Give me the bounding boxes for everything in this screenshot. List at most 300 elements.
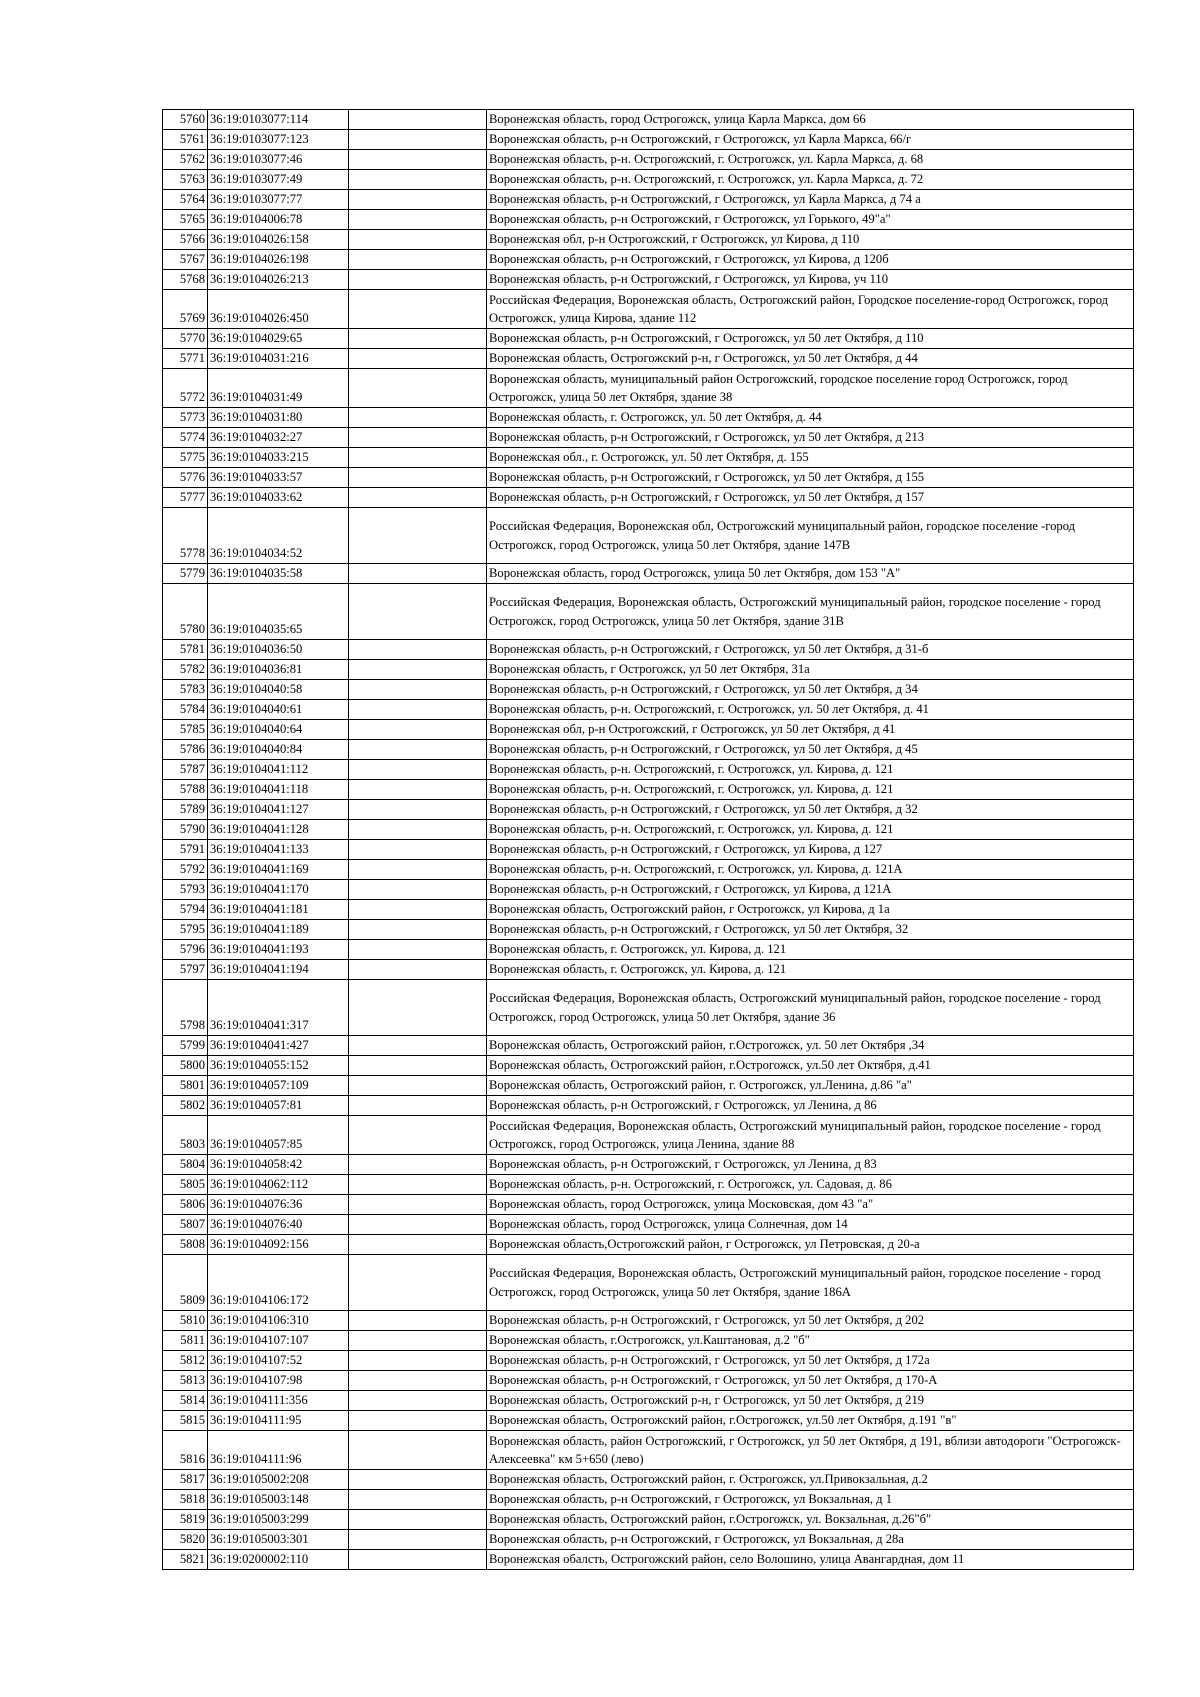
empty-cell	[349, 900, 487, 920]
address: Воронежская область, муниципальный район Острогожский, городское поселение город Острогожск, город Острогожск, улица 50 лет Октября, здание 38	[487, 369, 1134, 408]
row-number: 5817	[163, 1470, 208, 1490]
table-row	[163, 1235, 1134, 1255]
empty-cell	[349, 1255, 487, 1311]
empty-cell	[349, 1155, 487, 1175]
table-row	[163, 1311, 1134, 1331]
empty-cell	[349, 408, 487, 428]
row-number: 5782	[163, 660, 208, 680]
table-row	[163, 1510, 1134, 1530]
address: Российская Федерация, Воронежская область, Острогожский муниципальный район, городское поселение - город Острогожск, город Острогожск, улица 50 лет Октября, здание 31В	[487, 584, 1134, 640]
empty-cell	[349, 720, 487, 740]
table-row	[163, 1255, 1134, 1311]
row-number: 5797	[163, 960, 208, 980]
address: Воронежская область, р-н Острогожский, г Острогожск, ул 50 лет Октября, д 110	[487, 329, 1134, 349]
row-number: 5821	[163, 1550, 208, 1570]
row-number: 5764	[163, 190, 208, 210]
cadastral-number: 36:19:0104040:64	[208, 720, 349, 740]
row-number: 5784	[163, 700, 208, 720]
table-body	[163, 110, 1134, 1570]
cadastral-number: 36:19:0104107:98	[208, 1371, 349, 1391]
cadastral-number: 36:19:0105003:148	[208, 1490, 349, 1510]
row-number: 5808	[163, 1235, 208, 1255]
address: Воронежская область, город Острогожск, улица Карла Маркса, дом 66	[487, 110, 1134, 130]
empty-cell	[349, 170, 487, 190]
row-number: 5818	[163, 1490, 208, 1510]
row-number: 5807	[163, 1215, 208, 1235]
cadastral-number: 36:19:0200002:110	[208, 1550, 349, 1570]
empty-cell	[349, 1470, 487, 1490]
row-number: 5761	[163, 130, 208, 150]
table-row	[163, 900, 1134, 920]
table-row	[163, 170, 1134, 190]
table-row	[163, 508, 1134, 564]
address: Воронежская обл, р-н Острогожский, г Острогожск, ул Кирова, д 110	[487, 230, 1134, 250]
row-number: 5762	[163, 150, 208, 170]
cadastral-number: 36:19:0104031:80	[208, 408, 349, 428]
table-row	[163, 1530, 1134, 1550]
empty-cell	[349, 1096, 487, 1116]
table-row	[163, 1056, 1134, 1076]
address: Воронежская область, р-н Острогожский, г Острогожск, ул 50 лет Октября, д 202	[487, 1311, 1134, 1331]
address: Воронежская область, р-н. Острогожский, г. Острогожск, ул. Кирова, д. 121	[487, 780, 1134, 800]
table-row	[163, 1096, 1134, 1116]
table-row	[163, 329, 1134, 349]
empty-cell	[349, 210, 487, 230]
table-row	[163, 468, 1134, 488]
table-row	[163, 1116, 1134, 1155]
empty-cell	[349, 1195, 487, 1215]
address: Воронежская область, Острогожский район, г.Острогожск, ул. Вокзальная, д.26"б"	[487, 1510, 1134, 1530]
empty-cell	[349, 940, 487, 960]
cadastral-number: 36:19:0104041:317	[208, 980, 349, 1036]
address: Воронежская область, город Острогожск, улица Московская, дом 43 "а"	[487, 1195, 1134, 1215]
address: Воронежская область, Острогожский р-н, г Острогожск, ул 50 лет Октября, д 219	[487, 1391, 1134, 1411]
address: Воронежская область, р-н Острогожский, г Острогожск, ул Вокзальная, д 28а	[487, 1530, 1134, 1550]
cadastral-number: 36:19:0104057:85	[208, 1116, 349, 1155]
empty-cell	[349, 1215, 487, 1235]
address: Воронежская область, р-н. Острогожский, г. Острогожск, ул. 50 лет Октября, д. 41	[487, 700, 1134, 720]
table-row	[163, 290, 1134, 329]
table-row	[163, 150, 1134, 170]
address: Воронежская область, р-н Острогожский, г Острогожск, ул Карла Маркса, 66/г	[487, 130, 1134, 150]
empty-cell	[349, 1235, 487, 1255]
address: Воронежская область, район Острогожский, г Острогожск, ул 50 лет Октября, д 191, вблизи автодороги "Острогожск-Алексеевка" км 5+650 (лево)	[487, 1431, 1134, 1470]
table-row	[163, 1175, 1134, 1195]
table-row	[163, 1411, 1134, 1431]
row-number: 5804	[163, 1155, 208, 1175]
empty-cell	[349, 150, 487, 170]
table-row	[163, 980, 1134, 1036]
cadastral-number: 36:19:0104031:216	[208, 349, 349, 369]
empty-cell	[349, 1490, 487, 1510]
cadastral-number: 36:19:0104033:215	[208, 448, 349, 468]
table-row	[163, 270, 1134, 290]
table-row	[163, 780, 1134, 800]
cadastral-number: 36:19:0104041:112	[208, 760, 349, 780]
address: Воронежская область, р-н Острогожский, г Острогожск, ул 50 лет Октября, д 172а	[487, 1351, 1134, 1371]
row-number: 5812	[163, 1351, 208, 1371]
row-number: 5795	[163, 920, 208, 940]
cadastral-number: 36:19:0103077:77	[208, 190, 349, 210]
table-row	[163, 190, 1134, 210]
address: Воронежская область, р-н Острогожский, г Острогожск, ул 50 лет Октября, д 155	[487, 468, 1134, 488]
row-number: 5772	[163, 369, 208, 408]
address: Российская Федерация, Воронежская область, Острогожский район, Городское поселение-город Острогожск, город Острогожск, улица Кирова, здание 112	[487, 290, 1134, 329]
row-number: 5815	[163, 1411, 208, 1431]
empty-cell	[349, 468, 487, 488]
empty-cell	[349, 920, 487, 940]
row-number: 5810	[163, 1311, 208, 1331]
cadastral-number: 36:19:0104041:170	[208, 880, 349, 900]
table-row	[163, 940, 1134, 960]
address: Воронежская область, р-н Острогожский, г Острогожск, ул Кирова, д 127	[487, 840, 1134, 860]
row-number: 5769	[163, 290, 208, 329]
empty-cell	[349, 700, 487, 720]
cadastral-number: 36:19:0104041:133	[208, 840, 349, 860]
table-row	[163, 1155, 1134, 1175]
cadastral-number: 36:19:0104041:189	[208, 920, 349, 940]
empty-cell	[349, 448, 487, 468]
row-number: 5788	[163, 780, 208, 800]
empty-cell	[349, 428, 487, 448]
cadastral-number: 36:19:0104040:58	[208, 680, 349, 700]
table-row	[163, 680, 1134, 700]
table-row	[163, 960, 1134, 980]
address: Воронежская область, р-н Острогожский, г Острогожск, ул Кирова, д 120б	[487, 250, 1134, 270]
cadastral-number: 36:19:0104041:118	[208, 780, 349, 800]
row-number: 5777	[163, 488, 208, 508]
table-row	[163, 230, 1134, 250]
empty-cell	[349, 488, 487, 508]
empty-cell	[349, 640, 487, 660]
cadastral-number: 36:19:0105003:299	[208, 1510, 349, 1530]
address: Воронежская обалсть, Острогожский район, село Волошино, улица Авангардная, дом 11	[487, 1550, 1134, 1570]
empty-cell	[349, 508, 487, 564]
cadastral-number: 36:19:0104033:62	[208, 488, 349, 508]
address: Воронежская область, Острогожский район, г. Острогожск, ул.Ленина, д.86 "а"	[487, 1076, 1134, 1096]
address: Воронежская область, р-н Острогожский, г Острогожск, ул Кирова, д 121А	[487, 880, 1134, 900]
empty-cell	[349, 780, 487, 800]
address: Российская Федерация, Воронежская область, Острогожский муниципальный район, городское поселение - город Острогожск, город Острогожск, улица Ленина, здание 88	[487, 1116, 1134, 1155]
cadastral-number: 36:19:0104040:84	[208, 740, 349, 760]
table-row	[163, 1431, 1134, 1470]
table-row	[163, 880, 1134, 900]
table-row	[163, 448, 1134, 468]
empty-cell	[349, 130, 487, 150]
cadastral-number: 36:19:0104040:61	[208, 700, 349, 720]
table-row	[163, 1036, 1134, 1056]
table-row	[163, 1470, 1134, 1490]
row-number: 5773	[163, 408, 208, 428]
cadastral-number: 36:19:0104034:52	[208, 508, 349, 564]
table-row	[163, 820, 1134, 840]
row-number: 5771	[163, 349, 208, 369]
cadastral-number: 36:19:0104076:36	[208, 1195, 349, 1215]
row-number: 5767	[163, 250, 208, 270]
cadastral-number: 36:19:0105002:208	[208, 1470, 349, 1490]
empty-cell	[349, 860, 487, 880]
empty-cell	[349, 1175, 487, 1195]
empty-cell	[349, 250, 487, 270]
cadastral-number: 36:19:0103077:123	[208, 130, 349, 150]
row-number: 5760	[163, 110, 208, 130]
empty-cell	[349, 800, 487, 820]
row-number: 5794	[163, 900, 208, 920]
table-row	[163, 860, 1134, 880]
row-number: 5791	[163, 840, 208, 860]
cadastral-number: 36:19:0104041:127	[208, 800, 349, 820]
empty-cell	[349, 760, 487, 780]
row-number: 5799	[163, 1036, 208, 1056]
table-row	[163, 488, 1134, 508]
address: Воронежская область, р-н Острогожский, г Острогожск, ул 50 лет Октября, д 170-А	[487, 1371, 1134, 1391]
row-number: 5803	[163, 1116, 208, 1155]
row-number: 5766	[163, 230, 208, 250]
row-number: 5779	[163, 564, 208, 584]
cadastral-number: 36:19:0105003:301	[208, 1530, 349, 1550]
row-number: 5809	[163, 1255, 208, 1311]
table-row	[163, 564, 1134, 584]
row-number: 5805	[163, 1175, 208, 1195]
row-number: 5789	[163, 800, 208, 820]
row-number: 5776	[163, 468, 208, 488]
cadastral-number: 36:19:0104106:310	[208, 1311, 349, 1331]
table-row	[163, 720, 1134, 740]
empty-cell	[349, 1530, 487, 1550]
table-row	[163, 920, 1134, 940]
empty-cell	[349, 1036, 487, 1056]
address: Воронежская область, р-н Острогожский, г Острогожск, ул 50 лет Октября, 32	[487, 920, 1134, 940]
row-number: 5774	[163, 428, 208, 448]
empty-cell	[349, 110, 487, 130]
empty-cell	[349, 660, 487, 680]
address: Воронежская область, р-н Острогожский, г Острогожск, ул Карла Маркса, д 74 а	[487, 190, 1134, 210]
address: Воронежская область, город Острогожск, улица Солнечная, дом 14	[487, 1215, 1134, 1235]
cadastral-number: 36:19:0103077:46	[208, 150, 349, 170]
cadastral-number: 36:19:0104057:81	[208, 1096, 349, 1116]
address: Российская Федерация, Воронежская область, Острогожский муниципальный район, городское поселение - город Острогожск, город Острогожск, улица 50 лет Октября, здание 186А	[487, 1255, 1134, 1311]
row-number: 5796	[163, 940, 208, 960]
row-number: 5780	[163, 584, 208, 640]
table-row	[163, 584, 1134, 640]
address: Воронежская область, р-н Острогожский, г Острогожск, ул Горького, 49"а"	[487, 210, 1134, 230]
cadastral-number: 36:19:0104041:193	[208, 940, 349, 960]
cadastral-number: 36:19:0104106:172	[208, 1255, 349, 1311]
cadastral-number: 36:19:0104033:57	[208, 468, 349, 488]
property-register-table	[162, 109, 1134, 1570]
empty-cell	[349, 1411, 487, 1431]
empty-cell	[349, 1311, 487, 1331]
address: Воронежская область, г. Острогожск, ул. Кирова, д. 121	[487, 960, 1134, 980]
empty-cell	[349, 1550, 487, 1570]
empty-cell	[349, 1076, 487, 1096]
table-row	[163, 1371, 1134, 1391]
empty-cell	[349, 680, 487, 700]
empty-cell	[349, 1431, 487, 1470]
address: Воронежская область, Острогожский район, г.Острогожск, ул.50 лет Октября, д.41	[487, 1056, 1134, 1076]
row-number: 5811	[163, 1331, 208, 1351]
table-row	[163, 660, 1134, 680]
table-row	[163, 640, 1134, 660]
empty-cell	[349, 1331, 487, 1351]
address: Воронежская область, р-н. Острогожский, г. Острогожск, ул. Кирова, д. 121А	[487, 860, 1134, 880]
table-row	[163, 428, 1134, 448]
cadastral-number: 36:19:0104055:152	[208, 1056, 349, 1076]
empty-cell	[349, 230, 487, 250]
cadastral-number: 36:19:0104032:27	[208, 428, 349, 448]
address: Воронежская область, Острогожский район, г Острогожск, ул Кирова, д 1а	[487, 900, 1134, 920]
address: Воронежская область, р-н Острогожский, г Острогожск, ул 50 лет Октября, д 213	[487, 428, 1134, 448]
address: Воронежская область, р-н Острогожский, г Острогожск, ул Ленина, д 83	[487, 1155, 1134, 1175]
empty-cell	[349, 880, 487, 900]
table-row	[163, 840, 1134, 860]
row-number: 5814	[163, 1391, 208, 1411]
table-row	[163, 1215, 1134, 1235]
address: Российская Федерация, Воронежская обл, Острогожский муниципальный район, городское поселение -город Острогожск, город Острогожск, улица 50 лет Октября, здание 147В	[487, 508, 1134, 564]
address: Воронежская область, р-н. Острогожский, г. Острогожск, ул. Карла Маркса, д. 68	[487, 150, 1134, 170]
row-number: 5770	[163, 329, 208, 349]
empty-cell	[349, 1391, 487, 1411]
table-row	[163, 1076, 1134, 1096]
address: Воронежская область, Острогожский р-н, г Острогожск, ул 50 лет Октября, д 44	[487, 349, 1134, 369]
row-number: 5781	[163, 640, 208, 660]
table-row	[163, 1490, 1134, 1510]
empty-cell	[349, 329, 487, 349]
cadastral-number: 36:19:0104111:96	[208, 1431, 349, 1470]
table-row	[163, 740, 1134, 760]
table-row	[163, 1195, 1134, 1215]
row-number: 5798	[163, 980, 208, 1036]
row-number: 5783	[163, 680, 208, 700]
row-number: 5819	[163, 1510, 208, 1530]
empty-cell	[349, 290, 487, 329]
empty-cell	[349, 1351, 487, 1371]
table-row	[163, 369, 1134, 408]
row-number: 5786	[163, 740, 208, 760]
address: Российская Федерация, Воронежская область, Острогожский муниципальный район, городское поселение - город Острогожск, город Острогожск, улица 50 лет Октября, здание 36	[487, 980, 1134, 1036]
row-number: 5816	[163, 1431, 208, 1470]
row-number: 5802	[163, 1096, 208, 1116]
row-number: 5778	[163, 508, 208, 564]
address: Воронежская область, р-н. Острогожский, г. Острогожск, ул. Кирова, д. 121	[487, 760, 1134, 780]
empty-cell	[349, 740, 487, 760]
cadastral-number: 36:19:0104111:356	[208, 1391, 349, 1411]
empty-cell	[349, 1510, 487, 1530]
row-number: 5787	[163, 760, 208, 780]
address: Воронежская область, р-н Острогожский, г Острогожск, ул Кирова, уч 110	[487, 270, 1134, 290]
table-row	[163, 408, 1134, 428]
table-row	[163, 349, 1134, 369]
empty-cell	[349, 584, 487, 640]
empty-cell	[349, 820, 487, 840]
row-number: 5800	[163, 1056, 208, 1076]
address: Воронежская область, р-н Острогожский, г Острогожск, ул Ленина, д 86	[487, 1096, 1134, 1116]
address: Воронежская область, Острогожский район, г. Острогожск, ул.Привокзальная, д.2	[487, 1470, 1134, 1490]
table-row	[163, 1391, 1134, 1411]
row-number: 5763	[163, 170, 208, 190]
cadastral-number: 36:19:0104057:109	[208, 1076, 349, 1096]
address: Воронежская область, р-н Острогожский, г Острогожск, ул Вокзальная, д 1	[487, 1490, 1134, 1510]
address: Воронежская область, г.Острогожск, ул.Каштановая, д.2 "б"	[487, 1331, 1134, 1351]
cadastral-number: 36:19:0103077:49	[208, 170, 349, 190]
row-number: 5775	[163, 448, 208, 468]
address: Воронежская область, р-н Острогожский, г Острогожск, ул 50 лет Октября, д 31-б	[487, 640, 1134, 660]
cadastral-number: 36:19:0104111:95	[208, 1411, 349, 1431]
table-row	[163, 110, 1134, 130]
cadastral-number: 36:19:0104026:213	[208, 270, 349, 290]
empty-cell	[349, 1371, 487, 1391]
cadastral-number: 36:19:0104026:198	[208, 250, 349, 270]
row-number: 5768	[163, 270, 208, 290]
cadastral-number: 36:19:0104041:194	[208, 960, 349, 980]
address: Воронежская обл., г. Острогожск, ул. 50 лет Октября, д. 155	[487, 448, 1134, 468]
table-row	[163, 800, 1134, 820]
address: Воронежская область, город Острогожск, улица 50 лет Октября, дом 153 "А"	[487, 564, 1134, 584]
empty-cell	[349, 564, 487, 584]
table-row	[163, 1351, 1134, 1371]
empty-cell	[349, 840, 487, 860]
empty-cell	[349, 270, 487, 290]
cadastral-number: 36:19:0103077:114	[208, 110, 349, 130]
table-row	[163, 1550, 1134, 1570]
row-number: 5813	[163, 1371, 208, 1391]
address: Воронежская обл, р-н Острогожский, г Острогожск, ул 50 лет Октября, д 41	[487, 720, 1134, 740]
cadastral-number: 36:19:0104031:49	[208, 369, 349, 408]
cadastral-number: 36:19:0104036:81	[208, 660, 349, 680]
address: Воронежская область, г Острогожск, ул 50 лет Октября, 31а	[487, 660, 1134, 680]
empty-cell	[349, 1116, 487, 1155]
address: Воронежская область, р-н. Острогожский, г. Острогожск, ул. Карла Маркса, д. 72	[487, 170, 1134, 190]
cadastral-number: 36:19:0104029:65	[208, 329, 349, 349]
cadastral-number: 36:19:0104062:112	[208, 1175, 349, 1195]
cadastral-number: 36:19:0104107:52	[208, 1351, 349, 1371]
address: Воронежская область, Острогожский район, г.Острогожск, ул. 50 лет Октября ,34	[487, 1036, 1134, 1056]
table-row	[163, 130, 1134, 150]
address: Воронежская область, р-н. Острогожский, г. Острогожск, ул. Кирова, д. 121	[487, 820, 1134, 840]
cadastral-number: 36:19:0104092:156	[208, 1235, 349, 1255]
table-row	[163, 700, 1134, 720]
cadastral-number: 36:19:0104076:40	[208, 1215, 349, 1235]
address: Воронежская область, р-н Острогожский, г Острогожск, ул 50 лет Октября, д 32	[487, 800, 1134, 820]
table-row	[163, 760, 1134, 780]
table-row	[163, 1331, 1134, 1351]
address: Воронежская область, р-н Острогожский, г Острогожск, ул 50 лет Октября, д 34	[487, 680, 1134, 700]
table-row	[163, 250, 1134, 270]
cadastral-number: 36:19:0104026:158	[208, 230, 349, 250]
empty-cell	[349, 1056, 487, 1076]
cadastral-number: 36:19:0104107:107	[208, 1331, 349, 1351]
empty-cell	[349, 190, 487, 210]
cadastral-number: 36:19:0104006:78	[208, 210, 349, 230]
cadastral-number: 36:19:0104035:58	[208, 564, 349, 584]
cadastral-number: 36:19:0104041:181	[208, 900, 349, 920]
row-number: 5765	[163, 210, 208, 230]
cadastral-number: 36:19:0104035:65	[208, 584, 349, 640]
row-number: 5801	[163, 1076, 208, 1096]
row-number: 5792	[163, 860, 208, 880]
address: Воронежская область, г. Острогожск, ул. Кирова, д. 121	[487, 940, 1134, 960]
row-number: 5820	[163, 1530, 208, 1550]
cadastral-number: 36:19:0104041:169	[208, 860, 349, 880]
cadastral-number: 36:19:0104026:450	[208, 290, 349, 329]
empty-cell	[349, 960, 487, 980]
table-row	[163, 210, 1134, 230]
cadastral-number: 36:19:0104041:128	[208, 820, 349, 840]
address: Воронежская область, Острогожский район, г.Острогожск, ул.50 лет Октября, д.191 "в"	[487, 1411, 1134, 1431]
empty-cell	[349, 349, 487, 369]
address: Воронежская область, р-н Острогожский, г Острогожск, ул 50 лет Октября, д 157	[487, 488, 1134, 508]
cadastral-number: 36:19:0104041:427	[208, 1036, 349, 1056]
